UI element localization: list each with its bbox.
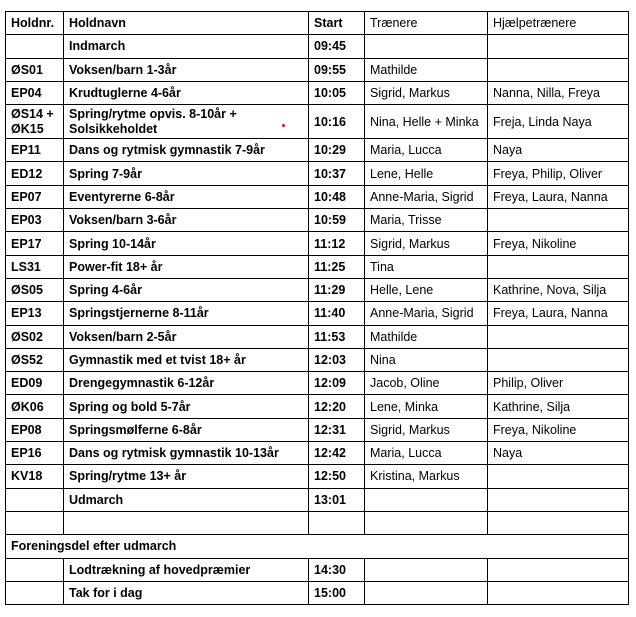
- cell-start: 12:31: [309, 418, 365, 441]
- cell-start: 10:16: [309, 105, 365, 139]
- cell-holdnr: EP11: [6, 139, 64, 162]
- cell-holdnr: [6, 35, 64, 58]
- cell-traenere: [365, 581, 488, 604]
- schedule-table-body: [6, 12, 629, 605]
- table-row: [6, 488, 629, 511]
- cell-traenere: [365, 35, 488, 58]
- cell-traenere: Mathilde: [365, 325, 488, 348]
- cell-holdnavn: Tak for i dag: [64, 581, 309, 604]
- cell-traenere: Mathilde: [365, 58, 488, 81]
- cell-holdnr: EP04: [6, 81, 64, 104]
- table-row: [6, 35, 629, 58]
- cell-traenere: Lene, Helle: [365, 162, 488, 185]
- table-row: [6, 58, 629, 81]
- table-row: [6, 255, 629, 278]
- cell-holdnavn: Springsmølferne 6-8år: [64, 418, 309, 441]
- cell-traenere: Helle, Lene: [365, 278, 488, 301]
- cell-holdnavn: Dans og rytmisk gymnastik 10-13år: [64, 442, 309, 465]
- cell-holdnr: [6, 488, 64, 511]
- cell-holdnavn: Udmarch: [64, 488, 309, 511]
- cell-holdnavn: Voksen/barn 2-5år: [64, 325, 309, 348]
- cell-start: 09:45: [309, 35, 365, 58]
- cell-holdnavn: Spring 7-9år: [64, 162, 309, 185]
- cell-traenere: Kristina, Markus: [365, 465, 488, 488]
- cell-empty: [365, 511, 488, 534]
- table-row: [6, 185, 629, 208]
- cell-traenere: Sigrid, Markus: [365, 81, 488, 104]
- cell-holdnr: ED09: [6, 372, 64, 395]
- cell-holdnr: ØS05: [6, 278, 64, 301]
- table-row: [6, 465, 629, 488]
- header-hjaelpetraenere: Hjælpetrænere: [488, 12, 629, 35]
- cell-holdnavn: Lodtrækning af hovedpræmier: [64, 558, 309, 581]
- table-row: [6, 581, 629, 604]
- cell-traenere: Nina, Helle + Minka: [365, 105, 488, 139]
- cell-start: 12:09: [309, 372, 365, 395]
- cell-start: 09:55: [309, 58, 365, 81]
- cell-hjaelpetraenere: Kathrine, Silja: [488, 395, 629, 418]
- cell-holdnr: LS31: [6, 255, 64, 278]
- cell-hjaelpetraenere: [488, 35, 629, 58]
- cell-start: 13:01: [309, 488, 365, 511]
- cell-holdnr: EP17: [6, 232, 64, 255]
- cell-holdnr: [6, 581, 64, 604]
- table-row: [6, 372, 629, 395]
- table-row: [6, 209, 629, 232]
- cell-start: 10:59: [309, 209, 365, 232]
- table-row: [6, 348, 629, 371]
- cell-traenere: Nina: [365, 348, 488, 371]
- cell-hjaelpetraenere: Naya: [488, 442, 629, 465]
- cell-holdnavn: Spring 4-6år: [64, 278, 309, 301]
- cell-hjaelpetraenere: [488, 488, 629, 511]
- cell-holdnavn: Spring/rytme 13+ år: [64, 465, 309, 488]
- cell-holdnr: EP07: [6, 185, 64, 208]
- cell-hjaelpetraenere: [488, 465, 629, 488]
- cell-start: 14:30: [309, 558, 365, 581]
- section-row: [6, 535, 629, 558]
- cell-holdnavn: Krudtuglerne 4-6år: [64, 81, 309, 104]
- cell-hjaelpetraenere: [488, 558, 629, 581]
- table-row: [6, 232, 629, 255]
- cell-traenere: Maria, Lucca: [365, 139, 488, 162]
- cell-holdnavn: Springstjernerne 8-11år: [64, 302, 309, 325]
- cell-hjaelpetraenere: Freya, Laura, Nanna: [488, 185, 629, 208]
- table-row: [6, 395, 629, 418]
- cell-holdnr: ØK06: [6, 395, 64, 418]
- table-row: [6, 105, 629, 139]
- table-row: [6, 278, 629, 301]
- cell-start: 11:53: [309, 325, 365, 348]
- table-row: [6, 162, 629, 185]
- cell-hjaelpetraenere: Freya, Nikoline: [488, 418, 629, 441]
- cell-holdnr: ØS52: [6, 348, 64, 371]
- cell-hjaelpetraenere: [488, 348, 629, 371]
- cell-hjaelpetraenere: [488, 58, 629, 81]
- cell-holdnr: [6, 558, 64, 581]
- cell-hjaelpetraenere: Freya, Laura, Nanna: [488, 302, 629, 325]
- cell-start: 10:37: [309, 162, 365, 185]
- cell-start: 12:20: [309, 395, 365, 418]
- cell-traenere: Maria, Trisse: [365, 209, 488, 232]
- header-holdnr: Holdnr.: [6, 12, 64, 35]
- cell-start: 12:50: [309, 465, 365, 488]
- cell-holdnavn: Dans og rytmisk gymnastik 7-9år: [64, 139, 309, 162]
- cell-empty: [309, 511, 365, 534]
- cell-hjaelpetraenere: Philip, Oliver: [488, 372, 629, 395]
- cell-start: 11:40: [309, 302, 365, 325]
- cell-traenere: Sigrid, Markus: [365, 232, 488, 255]
- schedule-table: [5, 11, 629, 605]
- cell-holdnavn: Drengegymnastik 6-12år: [64, 372, 309, 395]
- cell-traenere: Maria, Lucca: [365, 442, 488, 465]
- schedule-table-wrapper: [5, 11, 629, 605]
- cell-empty: [6, 511, 64, 534]
- cell-holdnr: ØS01: [6, 58, 64, 81]
- cell-traenere: Lene, Minka: [365, 395, 488, 418]
- cell-hjaelpetraenere: [488, 325, 629, 348]
- cell-hjaelpetraenere: [488, 209, 629, 232]
- cell-start: 11:25: [309, 255, 365, 278]
- cell-start: 12:03: [309, 348, 365, 371]
- cell-hjaelpetraenere: [488, 255, 629, 278]
- cell-holdnavn: Voksen/barn 1-3år: [64, 58, 309, 81]
- table-row: [6, 302, 629, 325]
- red-dot-mark: [282, 124, 285, 127]
- section-title: Foreningsdel efter udmarch: [6, 535, 629, 558]
- cell-start: 12:42: [309, 442, 365, 465]
- cell-hjaelpetraenere: Nanna, Nilla, Freya: [488, 81, 629, 104]
- cell-holdnavn: Indmarch: [64, 35, 309, 58]
- cell-holdnr: ED12: [6, 162, 64, 185]
- cell-holdnavn: Gymnastik med et tvist 18+ år: [64, 348, 309, 371]
- cell-traenere: Anne-Maria, Sigrid: [365, 185, 488, 208]
- cell-holdnavn: Eventyrerne 6-8år: [64, 185, 309, 208]
- table-header-row: [6, 12, 629, 35]
- cell-traenere: [365, 558, 488, 581]
- cell-holdnavn: Spring 10-14år: [64, 232, 309, 255]
- empty-row: [6, 511, 629, 534]
- table-row: [6, 558, 629, 581]
- cell-empty: [488, 511, 629, 534]
- cell-start: 10:05: [309, 81, 365, 104]
- cell-holdnavn: Power-fit 18+ år: [64, 255, 309, 278]
- cell-holdnr: EP13: [6, 302, 64, 325]
- cell-hjaelpetraenere: Naya: [488, 139, 629, 162]
- header-start: Start: [309, 12, 365, 35]
- cell-hjaelpetraenere: Freya, Philip, Oliver: [488, 162, 629, 185]
- table-row: [6, 325, 629, 348]
- cell-traenere: [365, 488, 488, 511]
- cell-holdnr: EP08: [6, 418, 64, 441]
- cell-holdnavn: Spring og bold 5-7år: [64, 395, 309, 418]
- cell-traenere: Sigrid, Markus: [365, 418, 488, 441]
- cell-start: 11:29: [309, 278, 365, 301]
- cell-holdnr: ØS14 + ØK15: [6, 105, 64, 139]
- cell-holdnr: ØS02: [6, 325, 64, 348]
- table-row: [6, 139, 629, 162]
- cell-holdnavn: Spring/rytme opvis. 8-10år + Solsikkeholdet: [64, 105, 309, 139]
- cell-empty: [64, 511, 309, 534]
- cell-start: 10:48: [309, 185, 365, 208]
- table-row: [6, 442, 629, 465]
- cell-start: 15:00: [309, 581, 365, 604]
- cell-start: 10:29: [309, 139, 365, 162]
- cell-traenere: Jacob, Oline: [365, 372, 488, 395]
- cell-hjaelpetraenere: Freya, Nikoline: [488, 232, 629, 255]
- header-holdnavn: Holdnavn: [64, 12, 309, 35]
- cell-hjaelpetraenere: Freja, Linda Naya: [488, 105, 629, 139]
- cell-holdnr: KV18: [6, 465, 64, 488]
- cell-holdnavn: Voksen/barn 3-6år: [64, 209, 309, 232]
- cell-holdnr: EP16: [6, 442, 64, 465]
- cell-hjaelpetraenere: [488, 581, 629, 604]
- cell-traenere: Tina: [365, 255, 488, 278]
- table-row: [6, 81, 629, 104]
- table-row: [6, 418, 629, 441]
- cell-start: 11:12: [309, 232, 365, 255]
- header-traenere: Trænere: [365, 12, 488, 35]
- cell-hjaelpetraenere: Kathrine, Nova, Silja: [488, 278, 629, 301]
- cell-holdnr: EP03: [6, 209, 64, 232]
- cell-traenere: Anne-Maria, Sigrid: [365, 302, 488, 325]
